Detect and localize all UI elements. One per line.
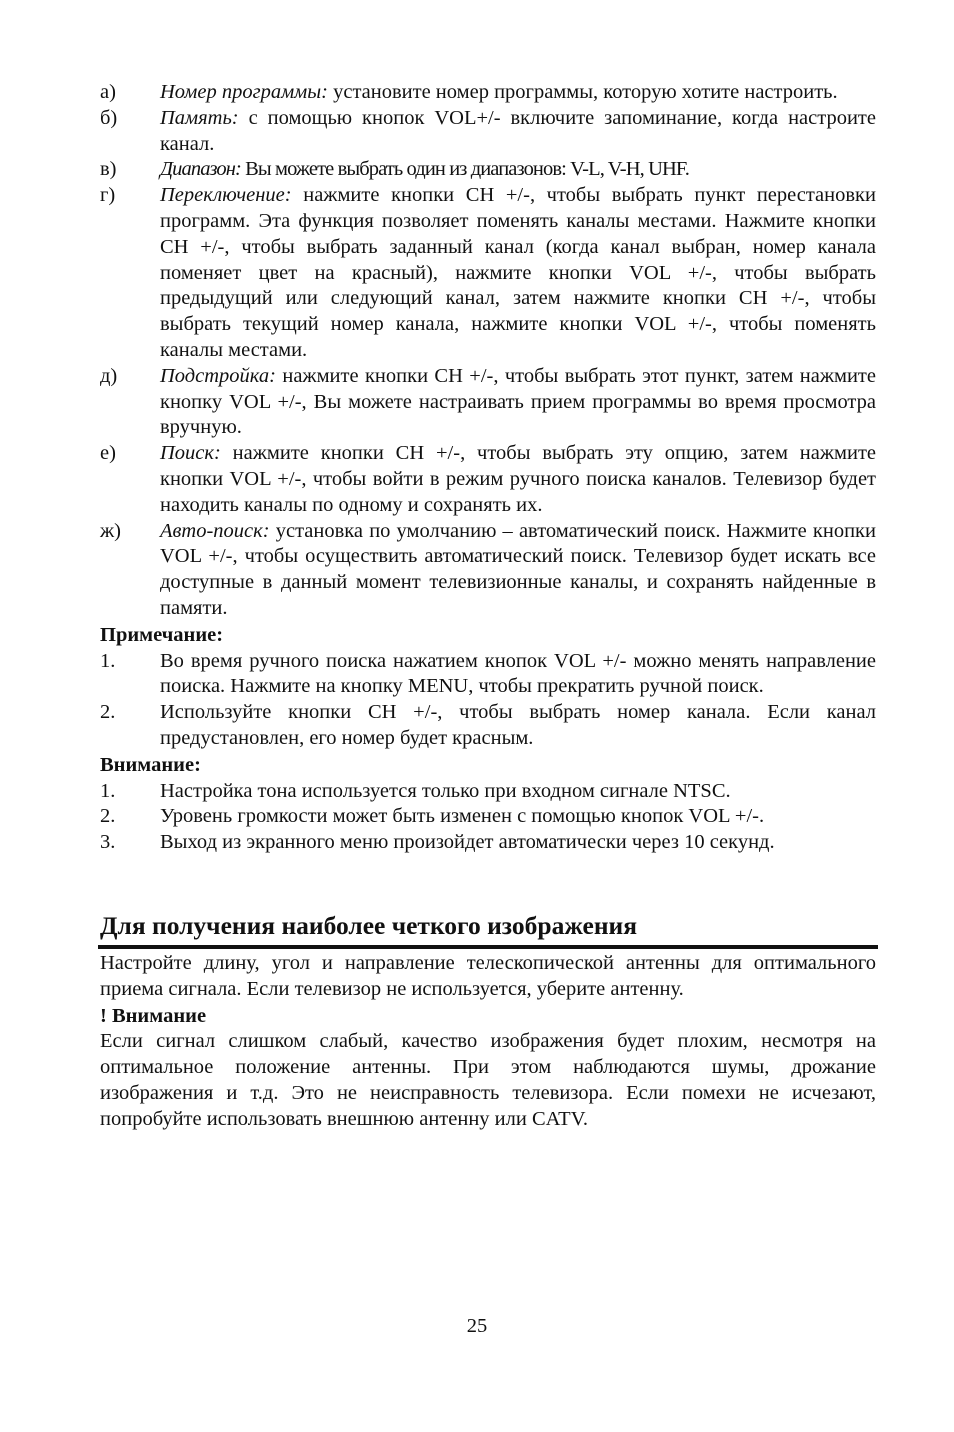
option-description: установка по умолчанию – автоматический поиск. Нажмите кнопки VOL +/-, чтобы осуществить автоматический поиск. Телевизор будет искать все доступные в данный момент телевизионные каналы, и сохранять найденные в памяти.: [160, 519, 876, 619]
option-description: нажмите кнопки CH +/-, чтобы выбрать пункт перестановки программ. Эта функция позволяет поменять каналы местами. Нажмите кнопки CH +/-, чтобы выбрать заданный канал (когда канал выбран, номер канала поменяет цвет на красный), нажмите кнопки VOL +/-, чтобы выбрать предыдущий или следующий канал, затем нажмите кнопки CH +/-, чтобы выбрать текущий номер канала, нажмите кнопки VOL +/-, чтобы поменять каналы местами.: [160, 184, 876, 361]
warning-paragraph: Если сигнал слишком слабый, качество изображения будет плохим, несмотря на оптимальное положение антенны. При этом наблюдаются шумы, дрожание изображения и т.д. Это не неисправность телевизора. Если помехи не исчезают, попробуйте использовать внешнюю антенну или CATV.: [100, 1030, 876, 1130]
option-text: [160, 183, 876, 364]
option-swap: [100, 183, 876, 364]
option-text: [160, 80, 876, 106]
heading-rule: [98, 945, 878, 949]
note-text: Используйте кнопки CH +/-, чтобы выбрать номер канала. Если канал предустановлен, его номер будет красным.: [160, 701, 876, 749]
option-text: [160, 441, 876, 518]
list-marker: 1.: [100, 779, 116, 802]
section-header: [100, 911, 876, 949]
list-marker: ж): [100, 519, 121, 542]
option-program-number: [100, 80, 876, 106]
list-marker: б): [100, 106, 118, 129]
list-marker: д): [100, 364, 118, 387]
attention-text: Уровень громкости может быть изменен с помощью кнопок VOL +/-.: [160, 805, 765, 828]
list-marker: 3.: [100, 831, 116, 854]
option-term: Поиск:: [160, 442, 221, 465]
option-text: [160, 519, 876, 622]
warning-title: ! Внимание: [100, 1004, 207, 1027]
list-marker: а): [100, 81, 116, 103]
option-search: [100, 441, 876, 518]
option-text: [160, 157, 876, 183]
option-auto-search: [100, 519, 876, 622]
option-term: Номер программы:: [160, 81, 328, 103]
page-number: 25: [466, 1315, 488, 1337]
option-text: [160, 364, 876, 441]
option-description: нажмите кнопки CH +/-, чтобы выбрать эту опцию, затем нажмите кнопки VOL +/-, чтобы войти в режим ручного поиска каналов. Телевизор будет находить каналы по одному и сохранять их.: [160, 442, 876, 516]
attention-item: [100, 779, 876, 805]
note-title: Примечание:: [100, 623, 224, 646]
option-term: Диапазон:: [160, 158, 241, 181]
list-marker: 2.: [100, 805, 116, 828]
option-term: Память:: [160, 106, 239, 129]
option-description: нажмите кнопки CH +/-, чтобы выбрать этот пункт, затем нажмите кнопку VOL +/-, Вы можете настраивать прием программы во время просмотра вручную.: [160, 364, 876, 439]
note-item: [100, 700, 876, 752]
list-marker: е): [100, 442, 116, 465]
option-memory: [100, 106, 876, 158]
section-heading: Для получения наиболее четкого изображения: [100, 910, 637, 940]
option-term: Авто-поиск:: [160, 519, 270, 542]
attention-text: Выход из экранного меню произойдет автоматически через 10 секунд.: [160, 831, 775, 854]
attention-item: [100, 830, 876, 856]
attention-text: Настройка тона используется только при входном сигнале NTSC.: [160, 779, 731, 802]
option-band: [100, 157, 876, 183]
option-fine-tune: [100, 364, 876, 441]
list-marker: 2.: [100, 701, 116, 724]
option-description: с помощью кнопок VOL+/- включите запоминание, когда настроите канал.: [160, 106, 876, 155]
attention-title: Внимание:: [100, 753, 201, 776]
note-text: Во время ручного поиска нажатием кнопок VOL +/- можно менять направление поиска. Нажмите на кнопку MENU, чтобы прекратить ручной поиск.: [160, 649, 876, 698]
attention-item: [100, 804, 876, 830]
list-marker: в): [100, 158, 117, 181]
antenna-paragraph: Настройте длину, угол и направление телескопической антенны для оптимального приема сигнала. Если телевизор не используется, уберите антенну.: [100, 951, 876, 1000]
list-marker: 1.: [100, 649, 116, 672]
list-marker: г): [100, 184, 116, 207]
option-description: установите номер программы, которую хотите настроить.: [327, 81, 838, 103]
note-item: [100, 649, 876, 701]
manual-page: [100, 80, 876, 1132]
option-description: Вы можете выбрать один из диапазонов: V-L, V-H, UHF.: [240, 158, 689, 181]
option-term: Подстройка:: [160, 364, 276, 387]
option-text: [160, 106, 876, 158]
option-term: Переключение:: [160, 184, 292, 207]
